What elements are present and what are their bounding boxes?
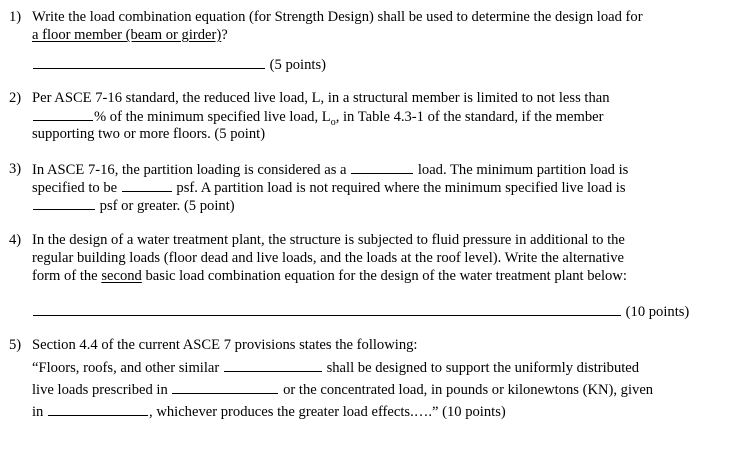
- question-text-line: specified to be psf. A partition load is not required where the minimum specified live load is: [32, 180, 626, 196]
- question-number: 1): [9, 9, 22, 25]
- points-label: (5 points): [269, 57, 327, 73]
- question-text-line: Per ASCE 7-16 standard, the reduced live load, L, in a structural member is limited to not less than: [32, 90, 610, 106]
- answer-blank[interactable]: [48, 402, 148, 416]
- question-text-line: Section 4.4 of the current ASCE 7 provisions states the following:: [32, 337, 418, 353]
- question-number: 3): [9, 161, 22, 177]
- question-text-line: a floor member (beam or girder)?: [32, 27, 228, 43]
- answer-blank[interactable]: [33, 55, 265, 69]
- question-number: 4): [9, 232, 22, 248]
- answer-blank[interactable]: [224, 358, 322, 372]
- points-label: (10 points): [625, 304, 690, 320]
- question-text-line: Write the load combination equation (for Strength Design) shall be used to determine the design load for: [32, 9, 643, 25]
- answer-line-row: [32, 55, 326, 74]
- answer-blank[interactable]: [172, 380, 278, 394]
- question-text-line: psf or greater. (5 point): [32, 196, 235, 215]
- question-number: 2): [9, 90, 22, 106]
- answer-blank[interactable]: [122, 178, 172, 192]
- underlined-text: second: [101, 268, 142, 284]
- question-text-line: % of the minimum specified live load, $L_o$, in Table 4.3-1 of the standard, if the member: [32, 107, 604, 126]
- question-text-line: In the design of a water treatment plant, the structure is subjected to fluid pressure in additional to the: [32, 232, 625, 248]
- question-text-line: In ASCE 7-16, the partition loading is considered as a load. The minimum partition load is: [32, 162, 629, 178]
- question-text-line: supporting two or more floors. (5 point): [32, 126, 266, 142]
- question-text-line: live loads prescribed in or the concentrated load, in pounds or kilonewtons (KN), given: [32, 382, 654, 398]
- answer-blank[interactable]: [33, 302, 621, 316]
- question-text-line: “Floors, roofs, and other similar shall be designed to support the uniformly distributed: [32, 360, 640, 376]
- answer-blank[interactable]: [33, 196, 95, 210]
- answer-blank[interactable]: [33, 107, 93, 121]
- question-text-line: in , whichever produces the greater load effects.….” (10 points): [32, 404, 506, 420]
- question-number: 5): [9, 337, 22, 353]
- answer-blank[interactable]: [351, 160, 413, 174]
- question-text-line: regular building loads (floor dead and live loads, and the loads at the roof level). Write the alternative: [32, 250, 625, 266]
- answer-line-row: [32, 302, 689, 321]
- question-text-line: form of the second basic load combination equation for the design of the water treatment plant below:: [32, 268, 627, 284]
- underlined-text: a floor member (beam or girder): [32, 27, 222, 43]
